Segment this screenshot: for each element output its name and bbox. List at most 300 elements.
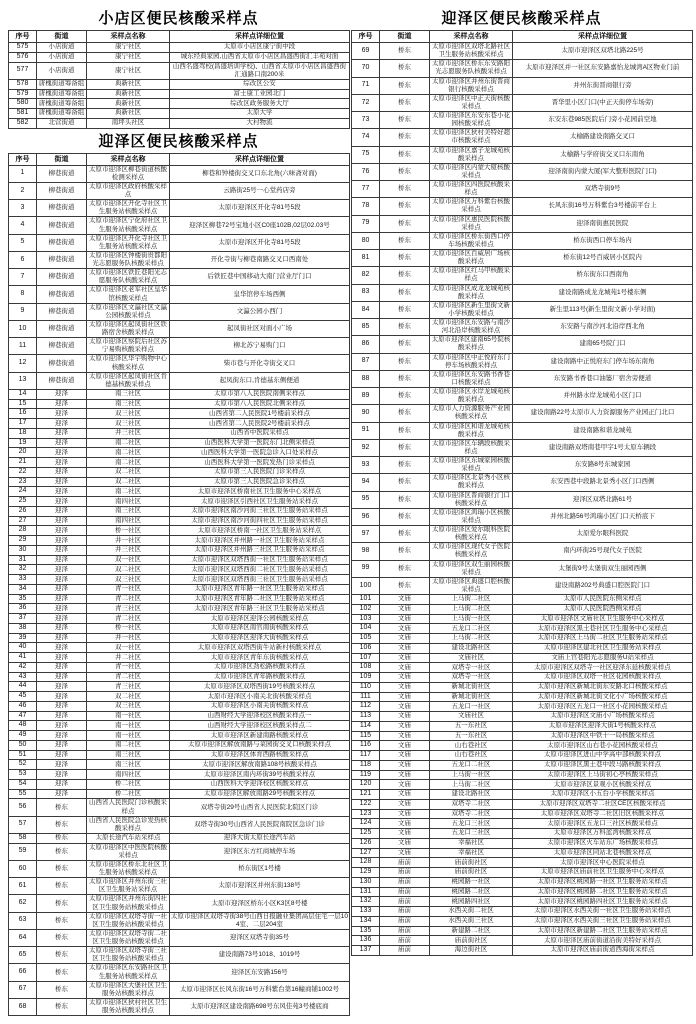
table-row xyxy=(352,232,693,249)
cell-index: 6 xyxy=(9,251,37,268)
cell-location: 太原市迎泽区长风东街16号万科紫台第16幢商铺1002号 xyxy=(170,981,350,998)
cell-index: 62 xyxy=(9,895,37,912)
cell-index: 35 xyxy=(9,594,37,604)
cell-street: 迎泽 xyxy=(37,526,87,536)
cell-site-name: 太原市迎泽区政府核酸采样点 xyxy=(87,182,170,199)
cell-index: 18 xyxy=(9,428,37,438)
cell-site-name: 幸福社区 xyxy=(430,838,513,848)
cell-street: 迎泽 xyxy=(37,662,87,672)
cell-index: 112 xyxy=(352,702,380,712)
table-row xyxy=(9,555,350,565)
cell-site-name: 太原市迎泽区北景秀小区核酸采样点 xyxy=(430,474,513,491)
cell-index: 54 xyxy=(9,779,37,789)
table-row xyxy=(9,565,350,575)
cell-location: 太原市迎泽区体育西路核酸采样点 xyxy=(170,750,350,760)
cell-index: 23 xyxy=(9,477,37,487)
cell-street: 柳巷街道 xyxy=(37,165,87,182)
cell-location: 太原市迎泽区并州路一社区卫生服务站采样点 xyxy=(170,536,350,546)
cell-site-name: 太原市迎泽区桥东北社区卫生服务站核酸采样点 xyxy=(87,860,170,877)
cell-index: 1 xyxy=(9,165,37,182)
cell-location: 双塔寺街9号 xyxy=(513,181,693,198)
cell-location: 太原市迎泽区双塔西街三社区卫生服务站采样点 xyxy=(170,575,350,585)
cell-index: 86 xyxy=(352,336,380,353)
cell-index: 97 xyxy=(352,526,380,543)
cell-street: 文庙 xyxy=(380,799,430,809)
cell-index: 10 xyxy=(9,320,37,337)
cell-street: 桥东 xyxy=(380,77,430,94)
table-row xyxy=(352,181,693,198)
cell-site-name: 井一社区 xyxy=(87,536,170,546)
table-row xyxy=(352,877,693,887)
cell-index: 123 xyxy=(352,809,380,819)
cell-location: 起凤街社区对面小广场 xyxy=(170,320,350,337)
cell-location: 城东经典家园,山西省太原市小店区昌盛西街汇丰苑对面 xyxy=(170,52,350,62)
cell-location: 富士康工业园北门 xyxy=(170,89,350,99)
cell-street: 唐槐街道筹备组 xyxy=(37,79,87,89)
cell-street: 迎泽 xyxy=(37,672,87,682)
cell-location: 柴市巷与开化寺街交叉口 xyxy=(170,355,350,372)
cell-site-name: 太原市迎泽区东安路与南沙河北沿岸核酸采样点 xyxy=(430,319,513,336)
cell-street: 桥东 xyxy=(380,491,430,508)
cell-location: 太原市迎泽区小五台小学核酸采样点 xyxy=(513,790,693,800)
cell-street: 庙前 xyxy=(380,858,430,868)
cell-site-name: 庙前街社区 xyxy=(430,868,513,878)
header-cell-index: 序号 xyxy=(9,31,37,43)
cell-location: 太原市迎泽区中心医院采样点 xyxy=(513,858,693,868)
cell-site-name: 太原市迎泽区东安路社区卫生服务站核酸采样点 xyxy=(87,964,170,981)
cell-index: 132 xyxy=(352,897,380,907)
cell-index: 80 xyxy=(352,232,380,249)
cell-location: 太原市迎泽区青年路核酸采样点 xyxy=(170,672,350,682)
cell-location: 东安西巷中段路北景秀小区门口西侧 xyxy=(513,474,693,491)
cell-index: 15 xyxy=(9,399,37,409)
cell-location: 太原市迎泽区桥东小区K3区8号楼 xyxy=(170,895,350,912)
cell-index: 51 xyxy=(9,750,37,760)
cell-index: 11 xyxy=(9,338,37,355)
cell-index: 577 xyxy=(9,62,37,79)
header-cell-index: 序号 xyxy=(9,153,37,165)
table-row xyxy=(9,594,350,604)
table-row xyxy=(352,916,693,926)
cell-index: 124 xyxy=(352,819,380,829)
cell-site-name: 双三社区 xyxy=(87,419,170,429)
cell-location: 山西财经大学迎泽校区核酸采样点二 xyxy=(170,721,350,731)
data-table xyxy=(8,30,350,129)
cell-location: 太原市迎泽区并州东街138号 xyxy=(170,878,350,895)
table-title: 迎泽区便民核酸采样点 xyxy=(441,10,602,27)
cell-index: 130 xyxy=(352,877,380,887)
cell-street: 文庙 xyxy=(380,653,430,663)
cell-index: 50 xyxy=(9,740,37,750)
cell-site-name: 太原市迎泽区老军社区皇华馆核酸采样点 xyxy=(87,286,170,303)
table-row xyxy=(9,740,350,750)
cell-index: 84 xyxy=(352,301,380,318)
table-row xyxy=(352,163,693,180)
cell-index: 33 xyxy=(9,575,37,585)
cell-index: 72 xyxy=(352,94,380,111)
cell-street: 桥东 xyxy=(380,474,430,491)
cell-index: 581 xyxy=(9,109,37,119)
table-row xyxy=(9,399,350,409)
cell-site-name: 山西省人民医院门诊核酸采样点 xyxy=(87,799,170,816)
cell-index: 579 xyxy=(9,89,37,99)
cell-index: 81 xyxy=(352,250,380,267)
cell-street: 文庙 xyxy=(380,760,430,770)
table-row xyxy=(9,62,350,79)
cell-street: 庙前 xyxy=(380,936,430,946)
cell-site-name: 太原市迎泽区察院后社区苏宁易购核酸采样点 xyxy=(87,338,170,355)
cell-street: 柳巷街道 xyxy=(37,355,87,372)
table-title: 小店区便民核酸采样点 xyxy=(98,10,259,27)
cell-street: 迎泽 xyxy=(37,770,87,780)
table-row xyxy=(352,946,693,956)
table-row xyxy=(352,491,693,508)
cell-street: 小店街道 xyxy=(37,62,87,79)
table-row xyxy=(9,516,350,526)
cell-location: 太原市迎泽区水西关街一社区卫生服务站采样点 xyxy=(513,907,693,917)
cell-index: 129 xyxy=(352,868,380,878)
cell-location: 太榆路与学府街交叉口东南角 xyxy=(513,146,693,163)
cell-location: 太原市迎泽区庙前街道西海街采样点 xyxy=(513,946,693,956)
cell-location: 柳北苏宁易购门口 xyxy=(170,338,350,355)
cell-street: 迎泽 xyxy=(37,506,87,516)
cell-location: 太原市迎泽区青年路三社区卫生服务站采样点 xyxy=(170,604,350,614)
cell-index: 99 xyxy=(352,560,380,577)
cell-location: 太原市迎泽区解放南路29号核酸采样点 xyxy=(170,789,350,799)
cell-index: 127 xyxy=(352,848,380,858)
cell-location: 太原市迎泽区劲松路核酸采样点 xyxy=(170,662,350,672)
cell-street: 庙前 xyxy=(380,897,430,907)
cell-location: 建设南路202号典盛口腔医院门口 xyxy=(513,577,693,594)
cell-location: 太原市迎泽区迎泽大街1号核酸采样点 xyxy=(513,721,693,731)
cell-location: 晋华里小区门口(中正天街停车场旁) xyxy=(513,94,693,111)
table-row xyxy=(9,409,350,419)
table-row xyxy=(9,623,350,633)
cell-index: 47 xyxy=(9,711,37,721)
cell-site-name: 上马街二社区 xyxy=(430,634,513,644)
cell-location: 太原市迎泽区双塔寺街38号山西日报融业集团高层住宅一层104室、二层204室 xyxy=(171,912,348,928)
table-row xyxy=(352,146,693,163)
cell-location: 太原市迎泽区南内环街39号核酸采样点 xyxy=(170,770,350,780)
cell-location: 太原市迎泽区开化寺81号5段 xyxy=(170,200,350,217)
cell-street: 文庙 xyxy=(380,712,430,722)
cell-site-name: 桃园路一社区 xyxy=(430,877,513,887)
cell-site-name: 井三社区 xyxy=(87,545,170,555)
cell-index: 42 xyxy=(9,662,37,672)
cell-location: 太原市迎泽区青年路二社区卫生服务站采样点 xyxy=(170,594,350,604)
table-row xyxy=(352,284,693,301)
cell-street: 桥东 xyxy=(380,388,430,405)
cell-site-name: 太原市迎泽区爱尔眼科医院核酸采样点 xyxy=(430,526,513,543)
table-row xyxy=(9,536,350,546)
table-row xyxy=(352,526,693,543)
table-row xyxy=(9,604,350,614)
cell-location: 皇华馆停车场西侧 xyxy=(170,286,350,303)
cell-site-name: 新建路二社区 xyxy=(430,926,513,936)
table-row xyxy=(9,929,350,946)
cell-index: 108 xyxy=(352,663,380,673)
cell-index: 95 xyxy=(352,491,380,508)
table-row xyxy=(9,721,350,731)
cell-index: 122 xyxy=(352,799,380,809)
table-row xyxy=(9,770,350,780)
cell-location: 迎泽区东安路156号 xyxy=(170,964,350,981)
cell-index: 107 xyxy=(352,653,380,663)
cell-location: 并州北路56号鸿瑞小区门口天桥底下 xyxy=(513,508,693,525)
table-row xyxy=(9,633,350,643)
cell-index: 75 xyxy=(352,146,380,163)
cell-street: 文庙 xyxy=(380,634,430,644)
cell-street: 柳巷街道 xyxy=(37,303,87,320)
table-row xyxy=(9,731,350,741)
table-row xyxy=(352,653,693,663)
cell-site-name: 文庙社区 xyxy=(430,653,513,663)
cell-street: 桥东 xyxy=(380,284,430,301)
cell-index: 63 xyxy=(9,912,37,929)
table-row xyxy=(9,286,350,303)
cell-street: 文庙 xyxy=(380,819,430,829)
right-column xyxy=(351,6,692,1016)
cell-site-name: 太原市迎泽区双生丽园核酸采样点 xyxy=(430,560,513,577)
cell-location: 太原市迎泽区山右巷小花园核酸采样点 xyxy=(513,741,693,751)
cell-index: 110 xyxy=(352,682,380,692)
cell-street: 庙前 xyxy=(380,926,430,936)
cell-street: 桥东 xyxy=(380,163,430,180)
cell-street: 桥东 xyxy=(380,112,430,129)
cell-street: 迎泽 xyxy=(37,701,87,711)
cell-location: 东安路与南沙河北沿岸西北角 xyxy=(513,319,693,336)
cell-location: 太原市迎泽区解放南路与菜园街交叉口核酸采样点 xyxy=(170,740,350,750)
cell-site-name: 典新社区 xyxy=(87,99,170,109)
cell-location: 太原市迎泽区小南关街核酸采样点 xyxy=(170,701,350,711)
cell-location: 太原市迎泽区庙前街道沿街美特好采样点 xyxy=(513,936,693,946)
cell-index: 76 xyxy=(352,163,380,180)
cell-index: 79 xyxy=(352,215,380,232)
table-row xyxy=(352,595,693,605)
table-row xyxy=(9,217,350,234)
cell-index: 52 xyxy=(9,760,37,770)
cell-index: 89 xyxy=(352,388,380,405)
table-row xyxy=(9,79,350,89)
header-row xyxy=(352,31,693,43)
cell-street: 迎泽 xyxy=(37,389,87,399)
cell-location: 太原市迎泽区双塔寺一社区迎泽东延核酸采样点 xyxy=(513,663,693,673)
cell-location: 太原市迎泽区庙前社区卫生服务中心采样点 xyxy=(513,868,693,878)
table-row xyxy=(9,653,350,663)
cell-site-name: 太原市迎泽区现代女子医院核酸采样点 xyxy=(430,543,513,560)
cell-location: 太榆路建设南路交叉口 xyxy=(513,129,693,146)
cell-site-name: 双塔寺一社区 xyxy=(430,663,513,673)
table-row xyxy=(352,215,693,232)
cell-location: 太原市迎泽区桥南社区卫生服务中心采样点 xyxy=(170,487,350,497)
cell-street: 文庙 xyxy=(380,790,430,800)
table-row xyxy=(352,780,693,790)
table-row xyxy=(9,458,350,468)
table-row xyxy=(9,895,350,912)
cell-street: 文庙 xyxy=(380,731,430,741)
cell-site-name: 山右巷社区 xyxy=(430,751,513,761)
cell-location: 太原市迎泽区新城北街东安路北口核酸采样点 xyxy=(513,682,693,692)
cell-index: 582 xyxy=(9,118,37,128)
cell-location: 太原市迎泽区迎泽公园核酸采样点 xyxy=(170,614,350,624)
cell-site-name: 双塔寺一社区 xyxy=(430,673,513,683)
cell-site-name: 太原市迎泽区晋商银行门口核酸采样点 xyxy=(430,491,513,508)
cell-street: 文庙 xyxy=(380,643,430,653)
table-row xyxy=(352,936,693,946)
cell-site-name: 典新社区 xyxy=(87,79,170,89)
cell-index: 53 xyxy=(9,770,37,780)
table-row xyxy=(9,448,350,458)
cell-location: 山西财经大学迎泽校区核酸采样点一 xyxy=(170,711,350,721)
cell-site-name: 南二社区 xyxy=(87,448,170,458)
cell-index: 77 xyxy=(352,181,380,198)
cell-index: 60 xyxy=(9,860,37,877)
cell-site-name: 太原市迎泽区文瀛社区文瀛公园核酸采样点 xyxy=(87,303,170,320)
cell-location: 太原市第八人民医院南侧采样点 xyxy=(170,389,350,399)
table-row xyxy=(352,692,693,702)
cell-index: 5 xyxy=(9,234,37,251)
cell-site-name: 太原市人力资源服务产业园核酸采样点 xyxy=(430,405,513,422)
cell-street: 桥东 xyxy=(380,336,430,353)
cell-site-name: 桥二社区 xyxy=(87,779,170,789)
cell-index: 65 xyxy=(9,947,37,964)
cell-site-name: 青三社区 xyxy=(87,682,170,692)
cell-street: 迎泽 xyxy=(37,487,87,497)
cell-site-name: 太原市迎泽区成龙龙城苑核酸采样点 xyxy=(430,284,513,301)
table-row xyxy=(352,721,693,731)
cell-location: 山西省第二人民医院2号楼前采样点 xyxy=(170,419,350,429)
cell-street: 柳巷街道 xyxy=(37,286,87,303)
cell-site-name: 上马街二社区 xyxy=(430,604,513,614)
cell-site-name: 南三社区 xyxy=(87,506,170,516)
cell-index: 117 xyxy=(352,751,380,761)
cell-location: 迎泽区柳巷72号宝地小区C0座102B,02层02.03号 xyxy=(170,217,350,234)
cell-index: 59 xyxy=(9,843,37,860)
cell-site-name: 太原市迎泽区华宇购物中心核酸采样点 xyxy=(87,355,170,372)
cell-site-name: 太原市迎泽区红马甲核酸采样点 xyxy=(430,267,513,284)
table-row xyxy=(9,438,350,448)
cell-site-name: 五一东社区 xyxy=(430,721,513,731)
table-row xyxy=(352,731,693,741)
cell-street: 北营街道 xyxy=(37,118,87,128)
table-row xyxy=(352,94,693,111)
cell-location: 太堡街9号太堡街双生丽园西侧 xyxy=(513,560,693,577)
cell-site-name: 青二社区 xyxy=(87,594,170,604)
header-cell-site-name: 采样点名称 xyxy=(87,31,170,43)
cell-index: 109 xyxy=(352,673,380,683)
cell-site-name: 双二社区 xyxy=(87,565,170,575)
cell-location: 太原市迎泽区火车站东广场核酸采样点 xyxy=(513,838,693,848)
table-row xyxy=(9,643,350,653)
cell-index: 19 xyxy=(9,438,37,448)
cell-site-name: 太原市迎泽区并州东街晋商银行核酸采样点 xyxy=(430,77,513,94)
cell-location: 山西医科大学第一医院东门北侧采样点 xyxy=(170,438,350,448)
cell-index: 83 xyxy=(352,284,380,301)
cell-street: 唐槐街道筹备组 xyxy=(37,89,87,99)
table-row xyxy=(9,303,350,320)
cell-location: 太原大学 xyxy=(170,109,350,119)
cell-street: 柳巷街道 xyxy=(37,182,87,199)
cell-site-name: 太原市迎泽区鸿瑞小区核酸采样点 xyxy=(430,508,513,525)
table-row xyxy=(9,52,350,62)
cell-site-name: 南四社区 xyxy=(87,516,170,526)
cell-index: 134 xyxy=(352,916,380,926)
cell-site-name: 康宁社区 xyxy=(87,52,170,62)
table-row xyxy=(9,389,350,399)
table-row xyxy=(352,405,693,422)
cell-site-name: 青二社区 xyxy=(87,672,170,682)
cell-site-name: 南三社区 xyxy=(87,399,170,409)
cell-street: 桥东 xyxy=(37,816,87,833)
cell-index: 128 xyxy=(352,858,380,868)
cell-site-name: 南三社区 xyxy=(87,750,170,760)
table-row xyxy=(9,43,350,53)
cell-street: 桥东 xyxy=(380,94,430,111)
table-row xyxy=(352,624,693,634)
cell-site-name: 幸福社区 xyxy=(430,848,513,858)
table-title: 迎泽区便民核酸采样点 xyxy=(98,132,259,150)
cell-site-name: 水西关街二社区 xyxy=(430,907,513,917)
cell-street: 文庙 xyxy=(380,682,430,692)
cell-index: 14 xyxy=(9,389,37,399)
table-row xyxy=(352,799,693,809)
cell-index: 87 xyxy=(352,353,380,370)
cell-index: 578 xyxy=(9,79,37,89)
cell-location: 建南65号院门口 xyxy=(513,336,693,353)
cell-location: 太原市小店区康宁街中段 xyxy=(170,43,350,53)
table-row xyxy=(9,251,350,268)
cell-location: 太原市迎泽区黑土巷中段马路核酸采样点 xyxy=(513,760,693,770)
cell-site-name: 新城北街社区 xyxy=(430,682,513,692)
table-row xyxy=(9,833,350,843)
cell-site-name: 太原市迎泽区大堡社区卫生服务站核酸采样点 xyxy=(87,981,170,998)
cell-street: 桥东 xyxy=(37,860,87,877)
cell-location: 太原爱尔眼科医院 xyxy=(513,526,693,543)
cell-street: 文庙 xyxy=(380,595,430,605)
cell-location: 柳巷和钟楼街交叉口东北角(六味斋对面) xyxy=(170,165,350,182)
cell-site-name: 双塔寺二社区 xyxy=(430,799,513,809)
cell-site-name: 山右巷社区 xyxy=(430,741,513,751)
table-row xyxy=(352,129,693,146)
table-row xyxy=(9,89,350,99)
table-row xyxy=(9,843,350,860)
cell-index: 57 xyxy=(9,816,37,833)
cell-site-name: 南三社区 xyxy=(87,389,170,399)
cell-location: 后铁匠巷中国移动大南门营业厅门口 xyxy=(170,269,350,286)
header-cell-site-name: 采样点名称 xyxy=(87,153,170,165)
table-row xyxy=(352,858,693,868)
table-row xyxy=(352,790,693,800)
cell-location: 新生里113号(新生里街文新小学对面) xyxy=(513,301,693,318)
cell-street: 桥东 xyxy=(37,981,87,998)
cell-location: 太原市迎泽区上马街初心亭核酸采样点 xyxy=(513,770,693,780)
cell-index: 103 xyxy=(352,614,380,624)
cell-location: 太原市迎泽区双塔寺二社区旧区核酸采样点 xyxy=(513,809,693,819)
cell-index: 48 xyxy=(9,721,37,731)
table-row xyxy=(352,760,693,770)
cell-street: 桥东 xyxy=(380,215,430,232)
cell-site-name: 太原市迎泽区起凤街社区铁路宿舍核酸采样点 xyxy=(87,320,170,337)
cell-site-name: 南三社区 xyxy=(87,760,170,770)
table-row xyxy=(9,269,350,286)
cell-site-name: 庙前街社区 xyxy=(430,858,513,868)
table-row xyxy=(352,508,693,525)
cell-site-name: 五龙口二社区 xyxy=(430,624,513,634)
cell-site-name: 太原市迎泽区桥东街西口停车场核酸采样点 xyxy=(430,232,513,249)
table-row xyxy=(352,198,693,215)
cell-index: 39 xyxy=(9,633,37,643)
cell-location: 迎泽南街惠民医院 xyxy=(513,215,693,232)
